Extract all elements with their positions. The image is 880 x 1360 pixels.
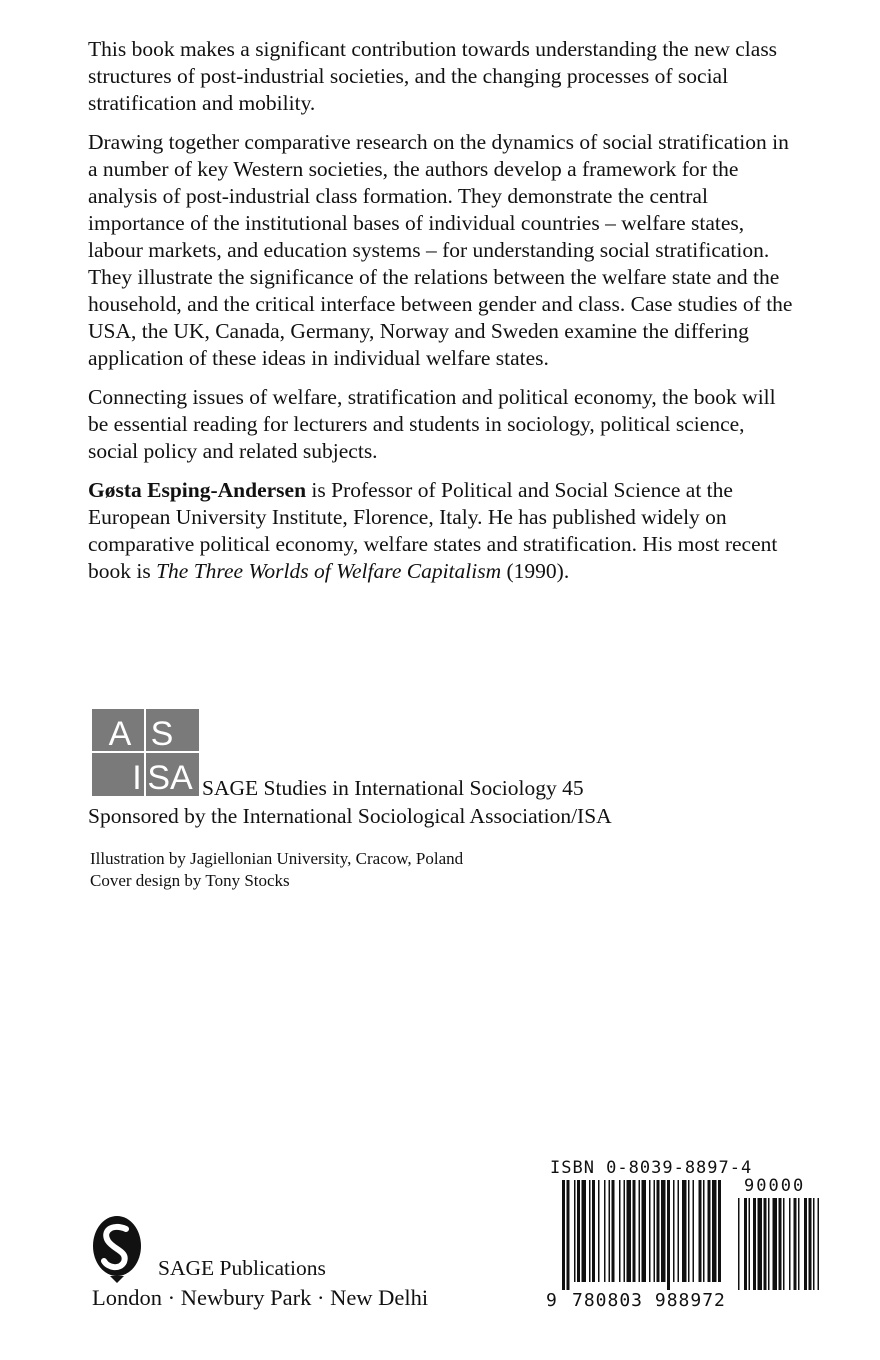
blurb-paragraph-2: Drawing together comparative research on the dynamics of social stratification in a number of key Western societies, the authors develop a framework for the analysis of post-industrial class formation. They demonstrate the central importance of the institutional bases of individual countries – welfare states, labour markets, and education systems – for understanding social stratification. They illustrate the significance of the relations between the welfare state and the household, and the critical interface between gender and class. Case studies of the USA, the UK, Canada, Germany, Norway and Sweden examine the differing application of these ideas in individual welfare states. xyxy=(88,130,793,370)
price-code: 90000 xyxy=(744,1176,806,1196)
isa-logo-letters-sa: SA xyxy=(147,759,193,796)
illustration-credit: Illustration by Jagiellonian University, Cracow, Poland xyxy=(90,849,464,868)
ean-digits: 780803 988972 xyxy=(572,1290,726,1311)
credits xyxy=(90,848,463,892)
publisher-cities: London · Newbury Park · New Delhi xyxy=(92,1285,429,1310)
barcode-bars xyxy=(562,1180,824,1290)
blurb-paragraph-3: Connecting issues of welfare, stratification and political economy, the book will be essential reading for lecturers and students in sociology, political science, social policy and related subjects. xyxy=(88,385,776,463)
author-bio-end: (1990). xyxy=(501,559,570,583)
sponsor-line: Sponsored by the International Sociological Association/ISA xyxy=(88,804,612,828)
author-name: Gøsta Esping-Andersen xyxy=(88,478,307,502)
publisher-name: SAGE Publications xyxy=(158,1256,326,1280)
isa-logo-letter-a: A xyxy=(108,715,132,753)
isbn-barcode xyxy=(540,1158,830,1318)
ean-prefix-digit: 9 xyxy=(546,1290,557,1311)
back-cover-blurb xyxy=(88,36,800,597)
isa-logo-letter-s: S xyxy=(150,715,174,753)
author-book-title: The Three Worlds of Welfare Capitalism xyxy=(156,559,502,583)
author-bio-start: is Professor of Political and Social Science at the European University Institute, Florence, Italy. He has published widely on comparative political economy, welfare states and stratification. His most recent book is xyxy=(88,478,778,583)
isa-logo-letter-i: I xyxy=(132,759,142,796)
sage-logo-icon xyxy=(90,1212,144,1284)
isa-logo-graphic xyxy=(92,709,199,796)
isbn-number: ISBN 0-8039-8897-4 xyxy=(550,1158,753,1178)
series-title: SAGE Studies in International Sociology 45 xyxy=(202,776,584,800)
cover-design-credit: Cover design by Tony Stocks xyxy=(90,871,290,890)
author-bio xyxy=(88,477,800,585)
isa-logo xyxy=(92,709,199,796)
blurb-paragraph-1: This book makes a significant contribution towards understanding the new class structures of post-industrial societies, and the changing processes of social stratification and mobility. xyxy=(88,37,778,115)
